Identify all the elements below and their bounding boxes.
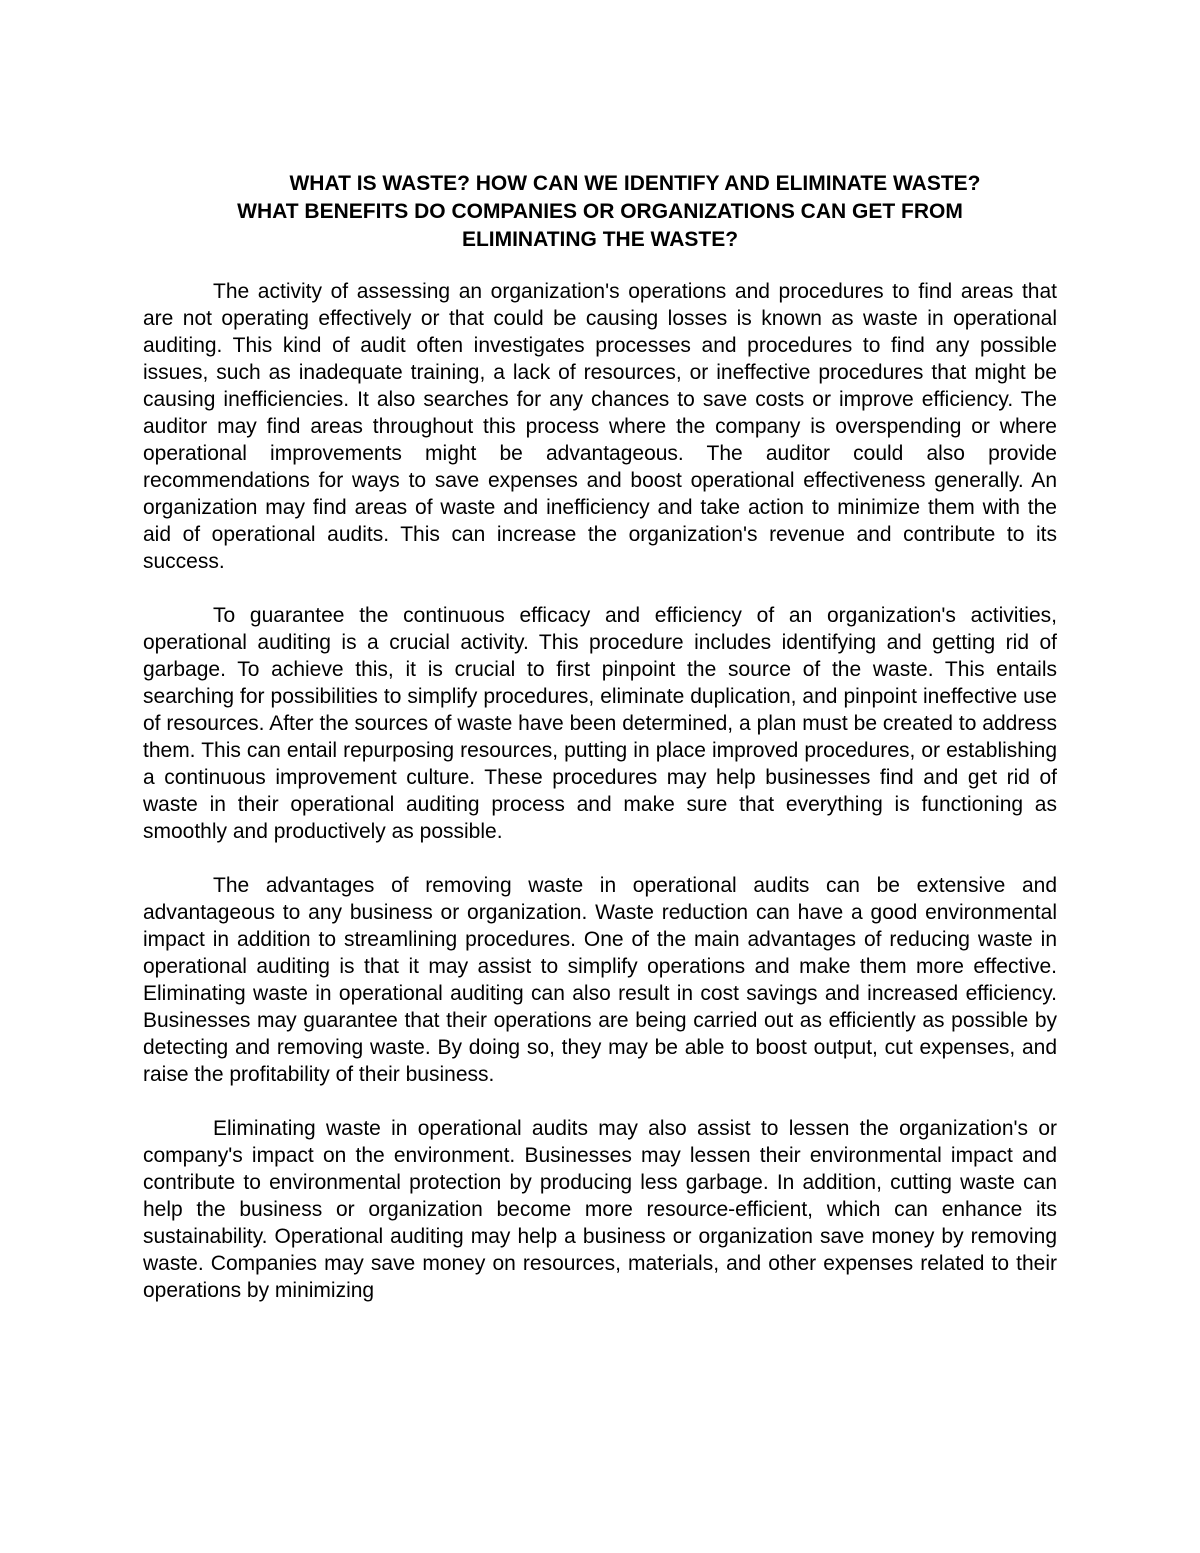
title-line-3: ELIMINATING THE WASTE? — [461, 228, 739, 251]
paragraph-3: The advantages of removing waste in operational audits can be extensive and advantageous to any business or organization. Waste reduction can have a good environmental impact in addition to streamlining procedures. One of the main advantages of reducing waste in operational auditing is that it may assist to simplify operations and make them more effective. Eliminating waste in operational auditing can also result in cost savings and increased efficiency. Businesses may guarantee that their operations are being carried out as efficiently as possible by detecting and removing waste. By doing so, they may be able to boost output, cut expenses, and raise the profitability of their business. — [143, 874, 1057, 1086]
title-line-2: WHAT BENEFITS DO COMPANIES OR ORGANIZATIONS CAN GET FROM — [237, 200, 963, 223]
paragraph-4: Eliminating waste in operational audits may also assist to lessen the organization's or company's impact on the environment. Businesses may lessen their environmental impact and contribute to environmental protection by producing less garbage. In addition, cutting waste can help the business or organization become more resource-efficient, which can enhance its sustainability. Operational auditing may help a business or organization save money by removing waste. Companies may save money on resources, materials, and other expenses related to their operations by minimizing — [143, 1117, 1057, 1302]
document-body — [143, 278, 1057, 1304]
paragraph-2: To guarantee the continuous efficacy and efficiency of an organization's activities, operational auditing is a crucial activity. This procedure includes identifying and getting rid of garbage. To achieve this, it is crucial to first pinpoint the source of the waste. This entails searching for possibilities to simplify procedures, eliminate duplication, and pinpoint ineffective use of resources. After the sources of waste have been determined, a plan must be created to address them. This can entail repurposing resources, putting in place improved procedures, or establishing a continuous improvement culture. These procedures may help businesses find and get rid of waste in their operational auditing process and make sure that everything is functioning as smoothly and productively as possible. — [143, 604, 1057, 843]
paragraph-1: The activity of assessing an organization's operations and procedures to find areas that are not operating effectively or that could be causing losses is known as waste in operational auditing. This kind of audit often investigates processes and procedures to find any possible issues, such as inadequate training, a lack of resources, or ineffective procedures that might be causing inefficiencies. It also searches for any chances to save costs or improve efficiency. The auditor may find areas throughout this process where the company is overspending or where operational improvements might be advantageous. The auditor could also provide recommendations for ways to save expenses and boost operational effectiveness generally. An organization may find areas of waste and inefficiency and take action to minimize them with the aid of operational audits. This can increase the organization's revenue and contribute to its success. — [143, 280, 1057, 573]
document-title — [143, 170, 1057, 254]
title-line-1: WHAT IS WASTE? HOW CAN WE IDENTIFY AND ELIMINATE WASTE? — [289, 172, 981, 195]
